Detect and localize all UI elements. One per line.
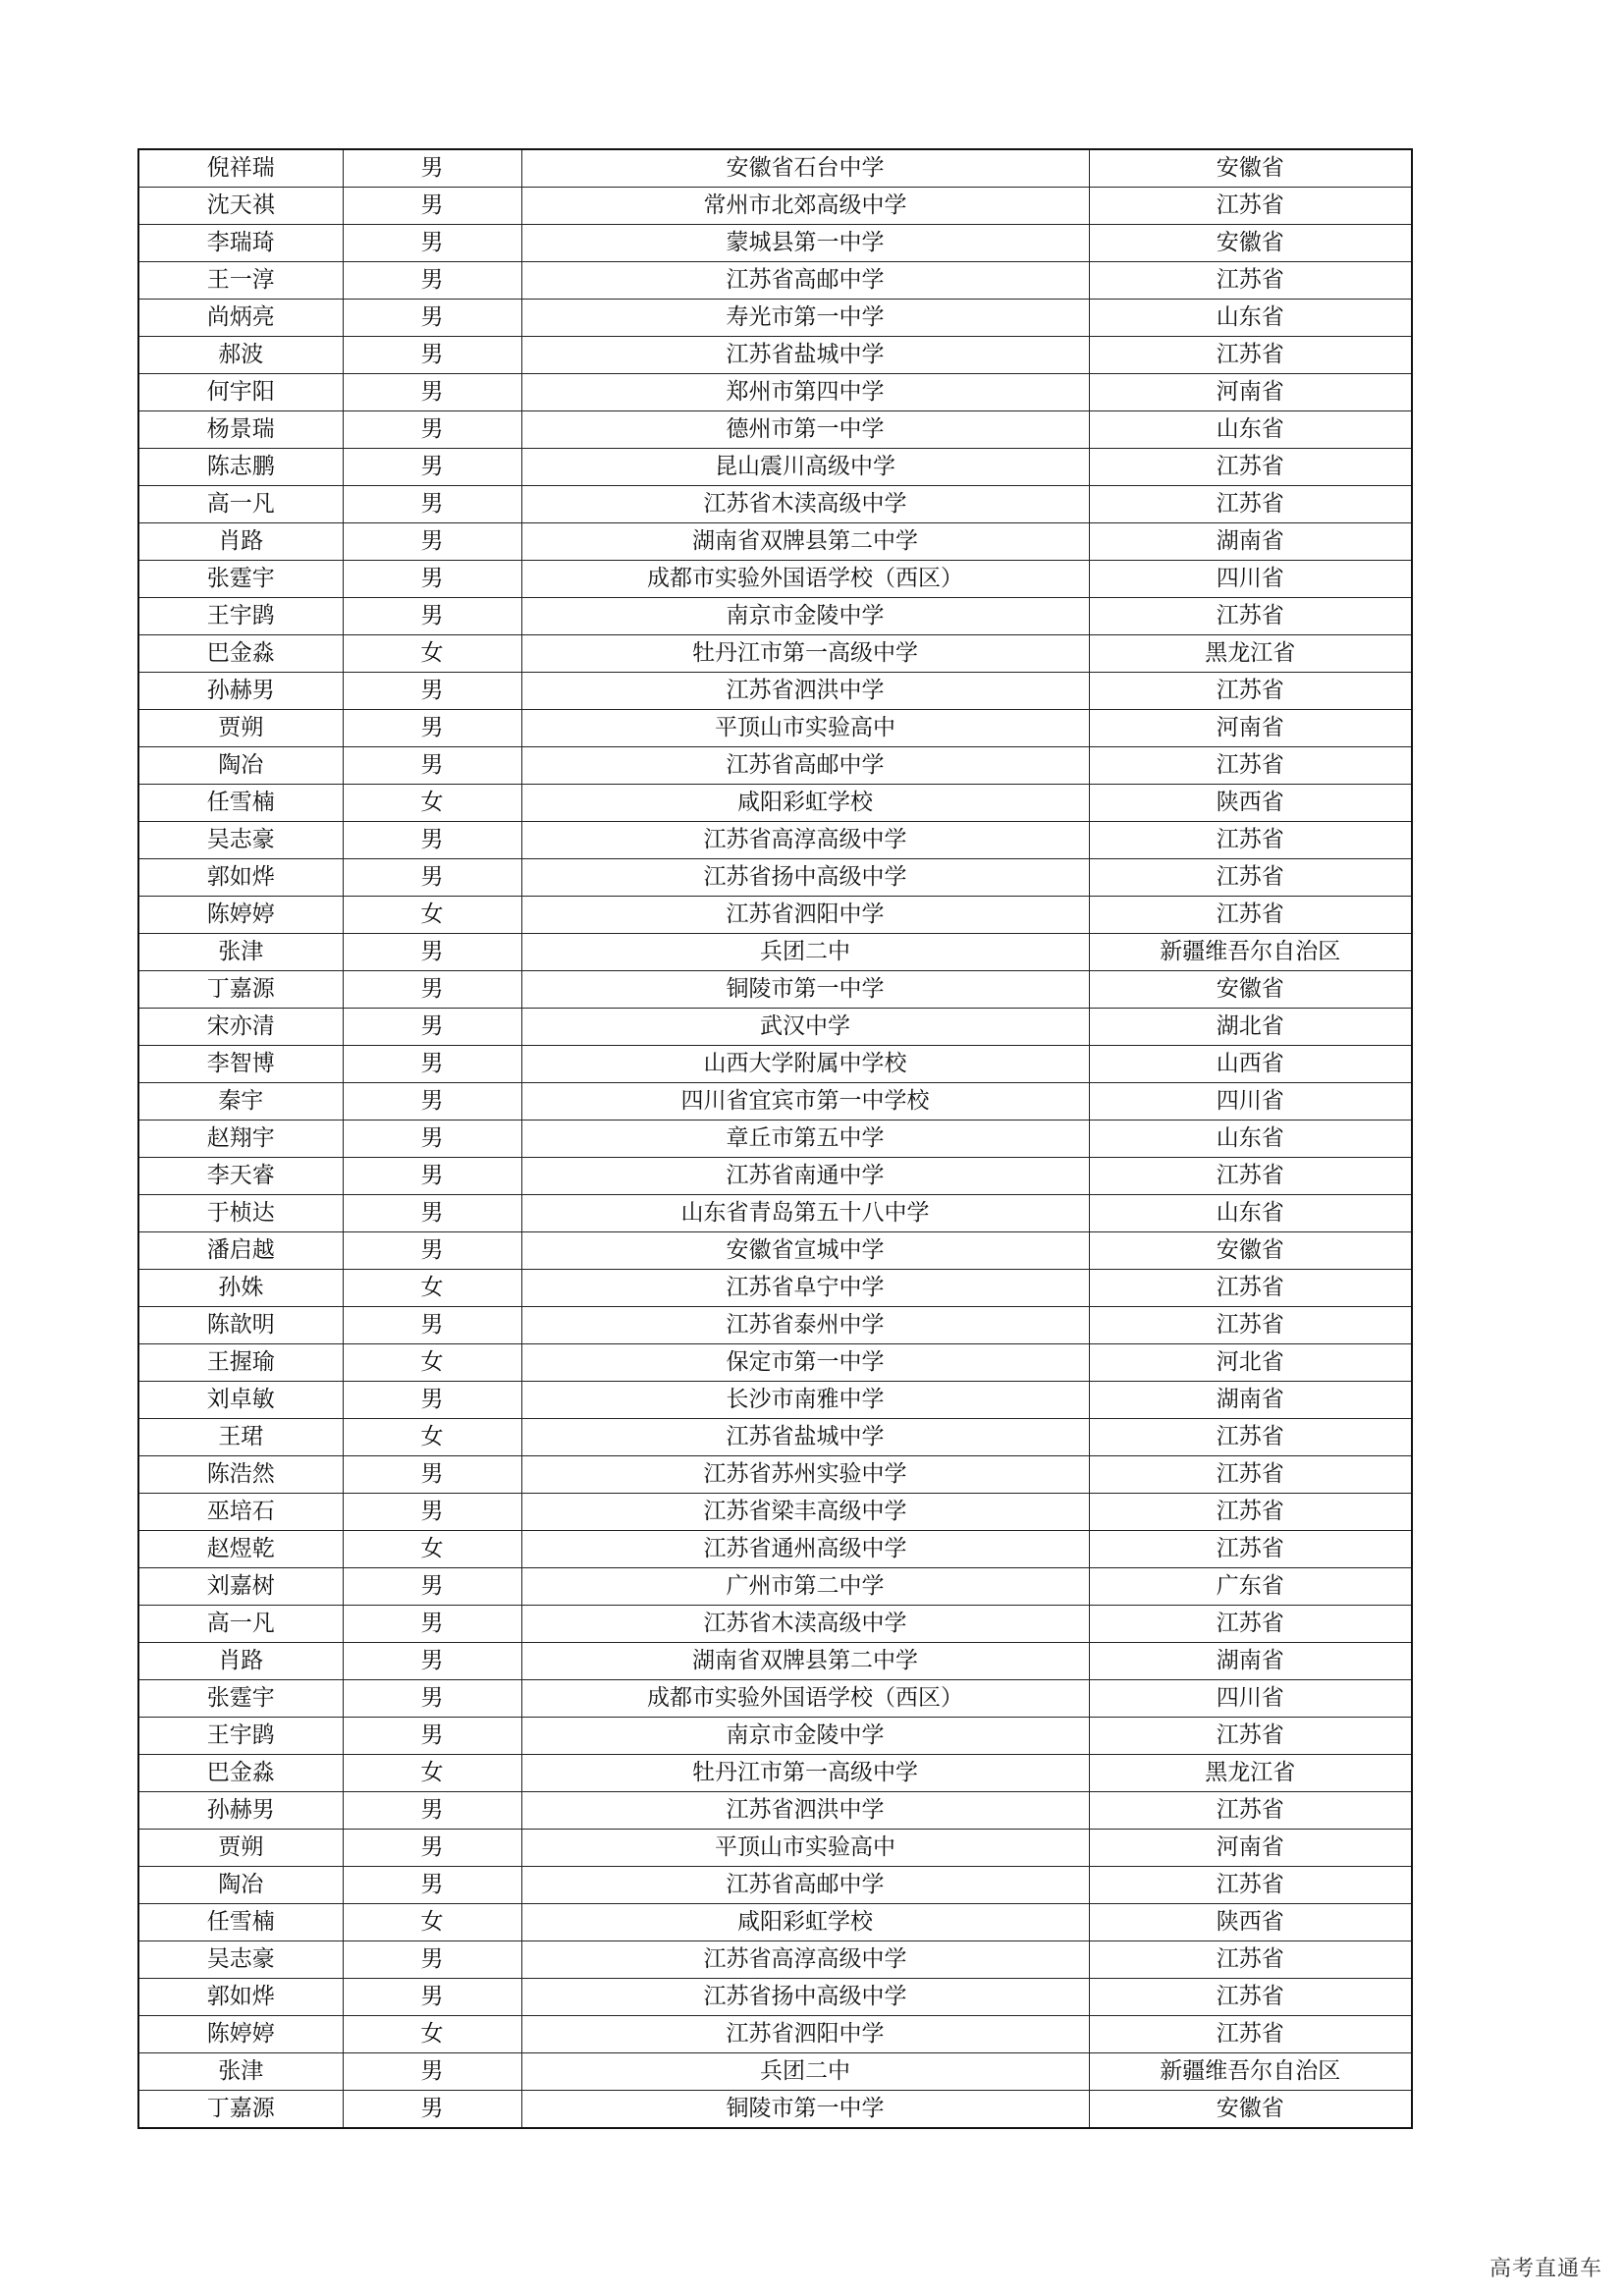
table-row [138, 149, 1412, 188]
school-cell: 江苏省扬中高级中学 [521, 859, 1089, 897]
student-name-cell: 李天睿 [138, 1158, 343, 1195]
school-cell: 成都市实验外国语学校（西区） [521, 561, 1089, 598]
school-cell: 铜陵市第一中学 [521, 2091, 1089, 2129]
province-cell: 江苏省 [1089, 897, 1412, 934]
table-row [138, 897, 1412, 934]
province-cell: 山西省 [1089, 1046, 1412, 1083]
student-name-cell: 吴志豪 [138, 822, 343, 859]
gender-cell: 女 [343, 785, 521, 822]
table-row [138, 598, 1412, 635]
student-name-cell: 尚炳亮 [138, 300, 343, 337]
student-name-cell: 倪祥瑞 [138, 149, 343, 188]
student-name-cell: 何宇阳 [138, 374, 343, 411]
table-row [138, 1606, 1412, 1643]
gender-cell: 男 [343, 747, 521, 785]
student-name-cell: 孙赫男 [138, 673, 343, 710]
school-cell: 蒙城县第一中学 [521, 225, 1089, 262]
province-cell: 新疆维吾尔自治区 [1089, 2053, 1412, 2091]
province-cell: 安徽省 [1089, 971, 1412, 1009]
student-name-cell: 陈志鹏 [138, 449, 343, 486]
province-cell: 江苏省 [1089, 1419, 1412, 1456]
province-cell: 河北省 [1089, 1344, 1412, 1382]
school-cell: 昆山震川高级中学 [521, 449, 1089, 486]
student-name-cell: 丁嘉源 [138, 971, 343, 1009]
student-name-cell: 张津 [138, 934, 343, 971]
student-name-cell: 孙赫男 [138, 1792, 343, 1830]
table-row [138, 1344, 1412, 1382]
student-name-cell: 王珺 [138, 1419, 343, 1456]
gender-cell: 男 [343, 1830, 521, 1867]
province-cell: 四川省 [1089, 561, 1412, 598]
gender-cell: 男 [343, 1941, 521, 1979]
student-name-cell: 秦宇 [138, 1083, 343, 1121]
province-cell: 江苏省 [1089, 1941, 1412, 1979]
table-row [138, 1046, 1412, 1083]
province-cell: 河南省 [1089, 1830, 1412, 1867]
province-cell: 山东省 [1089, 411, 1412, 449]
student-name-cell: 高一凡 [138, 1606, 343, 1643]
student-name-cell: 陈婷婷 [138, 2016, 343, 2053]
gender-cell: 男 [343, 1718, 521, 1755]
school-cell: 成都市实验外国语学校（西区） [521, 1680, 1089, 1718]
student-name-cell: 刘嘉树 [138, 1568, 343, 1606]
student-roster-table [137, 148, 1413, 2129]
school-cell: 江苏省泗阳中学 [521, 897, 1089, 934]
student-name-cell: 王握瑜 [138, 1344, 343, 1382]
province-cell: 山东省 [1089, 1121, 1412, 1158]
school-cell: 郑州市第四中学 [521, 374, 1089, 411]
student-name-cell: 贾朔 [138, 710, 343, 747]
gender-cell: 男 [343, 225, 521, 262]
gender-cell: 男 [343, 523, 521, 561]
gender-cell: 女 [343, 1531, 521, 1568]
province-cell: 江苏省 [1089, 1456, 1412, 1494]
province-cell: 黑龙江省 [1089, 635, 1412, 673]
table-row [138, 1456, 1412, 1494]
gender-cell: 男 [343, 411, 521, 449]
gender-cell: 女 [343, 897, 521, 934]
school-cell: 江苏省高邮中学 [521, 262, 1089, 300]
gender-cell: 男 [343, 1979, 521, 2016]
gender-cell: 男 [343, 2053, 521, 2091]
province-cell: 湖南省 [1089, 1643, 1412, 1680]
student-name-cell: 陶冶 [138, 747, 343, 785]
student-name-cell: 陈歆明 [138, 1307, 343, 1344]
school-cell: 江苏省南通中学 [521, 1158, 1089, 1195]
table-row [138, 262, 1412, 300]
table-row [138, 1009, 1412, 1046]
table-row [138, 1867, 1412, 1904]
student-name-cell: 刘卓敏 [138, 1382, 343, 1419]
student-name-cell: 张霆宇 [138, 1680, 343, 1718]
province-cell: 江苏省 [1089, 1792, 1412, 1830]
school-cell: 南京市金陵中学 [521, 598, 1089, 635]
province-cell: 江苏省 [1089, 1270, 1412, 1307]
school-cell: 安徽省石台中学 [521, 149, 1089, 188]
watermark-text: 高考直通车 [1489, 2257, 1602, 2281]
school-cell: 平顶山市实验高中 [521, 1830, 1089, 1867]
gender-cell: 女 [343, 1419, 521, 1456]
student-name-cell: 于桢达 [138, 1195, 343, 1232]
province-cell: 江苏省 [1089, 747, 1412, 785]
gender-cell: 女 [343, 2016, 521, 2053]
gender-cell: 男 [343, 1792, 521, 1830]
gender-cell: 男 [343, 971, 521, 1009]
school-cell: 江苏省木渎高级中学 [521, 486, 1089, 523]
school-cell: 安徽省宣城中学 [521, 1232, 1089, 1270]
table-row [138, 635, 1412, 673]
province-cell: 江苏省 [1089, 1979, 1412, 2016]
table-row [138, 859, 1412, 897]
student-name-cell: 巴金淼 [138, 1755, 343, 1792]
gender-cell: 女 [343, 1755, 521, 1792]
gender-cell: 男 [343, 300, 521, 337]
table-row [138, 188, 1412, 225]
province-cell: 江苏省 [1089, 1867, 1412, 1904]
province-cell: 江苏省 [1089, 188, 1412, 225]
school-cell: 四川省宜宾市第一中学校 [521, 1083, 1089, 1121]
table-row [138, 1531, 1412, 1568]
student-name-cell: 潘启越 [138, 1232, 343, 1270]
gender-cell: 男 [343, 1643, 521, 1680]
table-row [138, 1680, 1412, 1718]
table-row [138, 1419, 1412, 1456]
student-name-cell: 任雪楠 [138, 1904, 343, 1941]
table-row [138, 747, 1412, 785]
province-cell: 河南省 [1089, 374, 1412, 411]
province-cell: 四川省 [1089, 1083, 1412, 1121]
table-row [138, 225, 1412, 262]
table-row [138, 561, 1412, 598]
student-name-cell: 陈浩然 [138, 1456, 343, 1494]
table-row [138, 337, 1412, 374]
gender-cell: 男 [343, 1606, 521, 1643]
gender-cell: 女 [343, 635, 521, 673]
table-row [138, 523, 1412, 561]
school-cell: 湖南省双牌县第二中学 [521, 523, 1089, 561]
student-name-cell: 王宇鹍 [138, 598, 343, 635]
school-cell: 江苏省盐城中学 [521, 1419, 1089, 1456]
student-name-cell: 陈婷婷 [138, 897, 343, 934]
table-row [138, 1195, 1412, 1232]
school-cell: 铜陵市第一中学 [521, 971, 1089, 1009]
table-row [138, 411, 1412, 449]
province-cell: 江苏省 [1089, 1307, 1412, 1344]
student-name-cell: 吴志豪 [138, 1941, 343, 1979]
gender-cell: 男 [343, 1307, 521, 1344]
gender-cell: 男 [343, 598, 521, 635]
table-row [138, 300, 1412, 337]
student-name-cell: 张津 [138, 2053, 343, 2091]
student-name-cell: 陶冶 [138, 1867, 343, 1904]
school-cell: 江苏省泗阳中学 [521, 2016, 1089, 2053]
province-cell: 河南省 [1089, 710, 1412, 747]
school-cell: 江苏省梁丰高级中学 [521, 1494, 1089, 1531]
student-name-cell: 王一淳 [138, 262, 343, 300]
gender-cell: 男 [343, 1083, 521, 1121]
gender-cell: 男 [343, 1382, 521, 1419]
province-cell: 江苏省 [1089, 1494, 1412, 1531]
school-cell: 江苏省高淳高级中学 [521, 1941, 1089, 1979]
gender-cell: 男 [343, 934, 521, 971]
student-name-cell: 高一凡 [138, 486, 343, 523]
roster-body [138, 149, 1412, 2128]
school-cell: 江苏省泰州中学 [521, 1307, 1089, 1344]
student-name-cell: 宋亦清 [138, 1009, 343, 1046]
table-row [138, 710, 1412, 747]
gender-cell: 男 [343, 710, 521, 747]
gender-cell: 男 [343, 374, 521, 411]
province-cell: 四川省 [1089, 1680, 1412, 1718]
table-row [138, 1083, 1412, 1121]
student-name-cell: 丁嘉源 [138, 2091, 343, 2129]
student-name-cell: 杨景瑞 [138, 411, 343, 449]
province-cell: 江苏省 [1089, 1606, 1412, 1643]
gender-cell: 男 [343, 1232, 521, 1270]
school-cell: 江苏省木渎高级中学 [521, 1606, 1089, 1643]
table-row [138, 934, 1412, 971]
gender-cell: 男 [343, 149, 521, 188]
school-cell: 江苏省通州高级中学 [521, 1531, 1089, 1568]
school-cell: 咸阳彩虹学校 [521, 785, 1089, 822]
school-cell: 江苏省高邮中学 [521, 747, 1089, 785]
gender-cell: 男 [343, 262, 521, 300]
student-name-cell: 赵翔宇 [138, 1121, 343, 1158]
table-row [138, 822, 1412, 859]
table-row [138, 2016, 1412, 2053]
school-cell: 山西大学附属中学校 [521, 1046, 1089, 1083]
table-row [138, 1904, 1412, 1941]
gender-cell: 男 [343, 822, 521, 859]
school-cell: 长沙市南雅中学 [521, 1382, 1089, 1419]
gender-cell: 男 [343, 1121, 521, 1158]
school-cell: 武汉中学 [521, 1009, 1089, 1046]
table-row [138, 374, 1412, 411]
school-cell: 平顶山市实验高中 [521, 710, 1089, 747]
table-row [138, 486, 1412, 523]
student-name-cell: 郭如烨 [138, 1979, 343, 2016]
province-cell: 陕西省 [1089, 785, 1412, 822]
school-cell: 德州市第一中学 [521, 411, 1089, 449]
table-row [138, 1270, 1412, 1307]
school-cell: 兵团二中 [521, 934, 1089, 971]
province-cell: 黑龙江省 [1089, 1755, 1412, 1792]
school-cell: 江苏省扬中高级中学 [521, 1979, 1089, 2016]
table-row [138, 1941, 1412, 1979]
school-cell: 江苏省苏州实验中学 [521, 1456, 1089, 1494]
gender-cell: 男 [343, 449, 521, 486]
table-row [138, 673, 1412, 710]
province-cell: 安徽省 [1089, 225, 1412, 262]
province-cell: 江苏省 [1089, 673, 1412, 710]
table-row [138, 1792, 1412, 1830]
gender-cell: 男 [343, 188, 521, 225]
gender-cell: 女 [343, 1344, 521, 1382]
province-cell: 江苏省 [1089, 1531, 1412, 1568]
table-row [138, 1718, 1412, 1755]
table-row [138, 785, 1412, 822]
gender-cell: 男 [343, 486, 521, 523]
student-name-cell: 郭如烨 [138, 859, 343, 897]
table-row [138, 2053, 1412, 2091]
table-row [138, 1121, 1412, 1158]
province-cell: 江苏省 [1089, 486, 1412, 523]
gender-cell: 男 [343, 1680, 521, 1718]
province-cell: 江苏省 [1089, 822, 1412, 859]
table-row [138, 2091, 1412, 2129]
province-cell: 江苏省 [1089, 449, 1412, 486]
table-row [138, 1979, 1412, 2016]
student-name-cell: 巴金淼 [138, 635, 343, 673]
student-name-cell: 肖路 [138, 523, 343, 561]
gender-cell: 男 [343, 1568, 521, 1606]
gender-cell: 男 [343, 1195, 521, 1232]
school-cell: 牡丹江市第一高级中学 [521, 635, 1089, 673]
province-cell: 江苏省 [1089, 859, 1412, 897]
province-cell: 广东省 [1089, 1568, 1412, 1606]
student-name-cell: 巫培石 [138, 1494, 343, 1531]
gender-cell: 男 [343, 673, 521, 710]
province-cell: 江苏省 [1089, 1718, 1412, 1755]
province-cell: 新疆维吾尔自治区 [1089, 934, 1412, 971]
gender-cell: 男 [343, 2091, 521, 2129]
school-cell: 江苏省盐城中学 [521, 337, 1089, 374]
school-cell: 江苏省阜宁中学 [521, 1270, 1089, 1307]
student-name-cell: 沈天祺 [138, 188, 343, 225]
gender-cell: 男 [343, 859, 521, 897]
table-row [138, 1382, 1412, 1419]
school-cell: 江苏省高邮中学 [521, 1867, 1089, 1904]
school-cell: 章丘市第五中学 [521, 1121, 1089, 1158]
gender-cell: 男 [343, 1494, 521, 1531]
table-row [138, 1307, 1412, 1344]
student-name-cell: 张霆宇 [138, 561, 343, 598]
school-cell: 江苏省泗洪中学 [521, 1792, 1089, 1830]
school-cell: 江苏省高淳高级中学 [521, 822, 1089, 859]
student-name-cell: 赵煜乾 [138, 1531, 343, 1568]
province-cell: 山东省 [1089, 300, 1412, 337]
province-cell: 江苏省 [1089, 337, 1412, 374]
school-cell: 湖南省双牌县第二中学 [521, 1643, 1089, 1680]
student-name-cell: 李瑞琦 [138, 225, 343, 262]
gender-cell: 男 [343, 561, 521, 598]
school-cell: 保定市第一中学 [521, 1344, 1089, 1382]
table-row [138, 1232, 1412, 1270]
school-cell: 山东省青岛第五十八中学 [521, 1195, 1089, 1232]
gender-cell: 男 [343, 337, 521, 374]
table-row [138, 1755, 1412, 1792]
gender-cell: 男 [343, 1158, 521, 1195]
province-cell: 江苏省 [1089, 2016, 1412, 2053]
province-cell: 湖南省 [1089, 523, 1412, 561]
gender-cell: 女 [343, 1904, 521, 1941]
school-cell: 常州市北郊高级中学 [521, 188, 1089, 225]
gender-cell: 女 [343, 1270, 521, 1307]
student-name-cell: 贾朔 [138, 1830, 343, 1867]
student-name-cell: 李智博 [138, 1046, 343, 1083]
province-cell: 湖南省 [1089, 1382, 1412, 1419]
province-cell: 安徽省 [1089, 149, 1412, 188]
province-cell: 安徽省 [1089, 2091, 1412, 2129]
school-cell: 广州市第二中学 [521, 1568, 1089, 1606]
school-cell: 牡丹江市第一高级中学 [521, 1755, 1089, 1792]
student-name-cell: 任雪楠 [138, 785, 343, 822]
province-cell: 江苏省 [1089, 598, 1412, 635]
gender-cell: 男 [343, 1456, 521, 1494]
school-cell: 寿光市第一中学 [521, 300, 1089, 337]
student-name-cell: 郝波 [138, 337, 343, 374]
table-row [138, 1643, 1412, 1680]
gender-cell: 男 [343, 1046, 521, 1083]
table-row [138, 1830, 1412, 1867]
table-row [138, 971, 1412, 1009]
province-cell: 湖北省 [1089, 1009, 1412, 1046]
gender-cell: 男 [343, 1009, 521, 1046]
school-cell: 江苏省泗洪中学 [521, 673, 1089, 710]
table-row [138, 1494, 1412, 1531]
province-cell: 山东省 [1089, 1195, 1412, 1232]
student-name-cell: 孙姝 [138, 1270, 343, 1307]
school-cell: 咸阳彩虹学校 [521, 1904, 1089, 1941]
table-row [138, 1568, 1412, 1606]
province-cell: 陕西省 [1089, 1904, 1412, 1941]
gender-cell: 男 [343, 1867, 521, 1904]
table-row [138, 449, 1412, 486]
province-cell: 安徽省 [1089, 1232, 1412, 1270]
school-cell: 兵团二中 [521, 2053, 1089, 2091]
student-name-cell: 肖路 [138, 1643, 343, 1680]
province-cell: 江苏省 [1089, 262, 1412, 300]
table-row [138, 1158, 1412, 1195]
student-name-cell: 王宇鹍 [138, 1718, 343, 1755]
school-cell: 南京市金陵中学 [521, 1718, 1089, 1755]
province-cell: 江苏省 [1089, 1158, 1412, 1195]
